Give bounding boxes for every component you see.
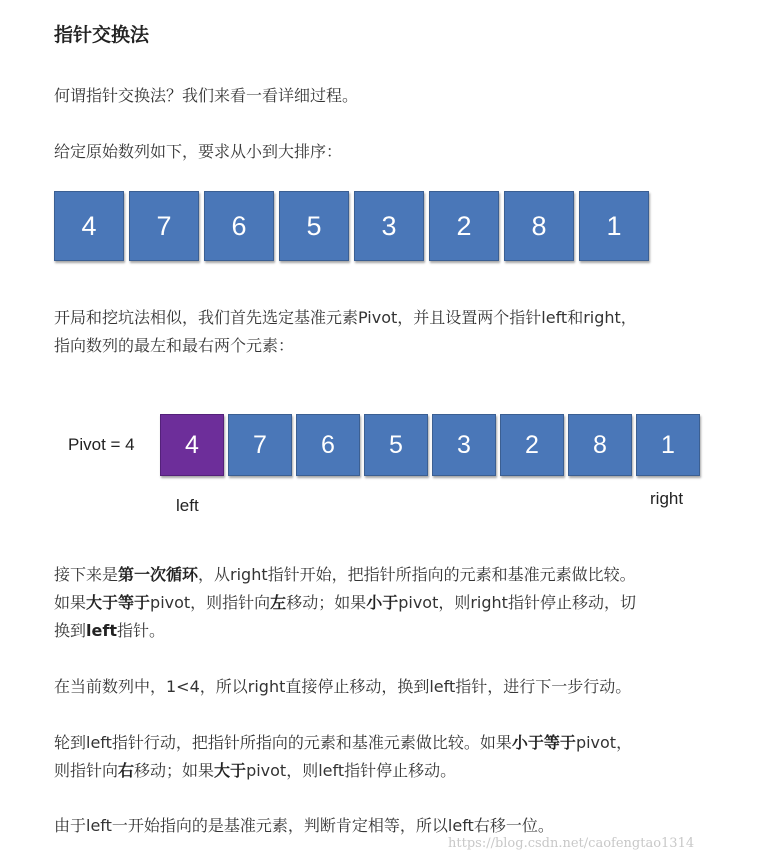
left-pointer-label: left [176,496,199,515]
array-cell: 6 [296,414,360,476]
setup-text [54,304,744,360]
left-turn-text: 轮到left指针行动，把指针所指向的元素和基准元素做比较。如果小于等于pivot， 则指针向右移动；如果大于pivot，则left指针停止移动。 [54,733,633,780]
original-array [54,191,649,261]
array-cell: 2 [429,191,499,261]
right-pointer-label: right [650,489,684,508]
pivot-label: Pivot = 4 [68,435,135,454]
loop-text: 接下来是第一次循环，从right指针开始，把指针所指向的元素和基准元素做比较。 如果大于等于pivot，则指针向左移动；如果小于pivot，则right指针停止移动，切 换到left指针。 [54,565,636,640]
array-cell: 3 [432,414,496,476]
array-cell: 3 [354,191,424,261]
array-cell: 2 [500,414,564,476]
pivot-cell: 4 [160,414,224,476]
setup-line-2: 指向数列的最左和最右两个元素： [54,336,295,355]
array-cell: 7 [129,191,199,261]
array-cell: 5 [364,414,428,476]
array-cell: 5 [279,191,349,261]
pointer-array [160,414,700,476]
array-cell: 8 [568,414,632,476]
array-cell: 4 [54,191,124,261]
array-cell: 8 [504,191,574,261]
current-text: 在当前数列中，1<4，所以right直接停止移动，换到left指针，进行下一步行动。 [54,677,632,696]
setup-line-1: 开局和挖坑法相似，我们首先选定基准元素Pivot，并且设置两个指针left和right， [54,308,637,327]
array-cell: 1 [579,191,649,261]
final-text: 由于left一开始指向的是基准元素，判断肯定相等，所以left右移一位。 [54,816,554,835]
intro-text: 何谓指针交换法？我们来看一看详细过程。 [54,86,359,105]
array-cell: 6 [204,191,274,261]
section-heading: 指针交换法 [54,24,150,46]
array-cell: 1 [636,414,700,476]
watermark: https://blog.csdn.net/caofengtao1314 [448,836,695,851]
array-cell: 7 [228,414,292,476]
given-text: 给定原始数列如下，要求从小到大排序： [54,142,343,161]
